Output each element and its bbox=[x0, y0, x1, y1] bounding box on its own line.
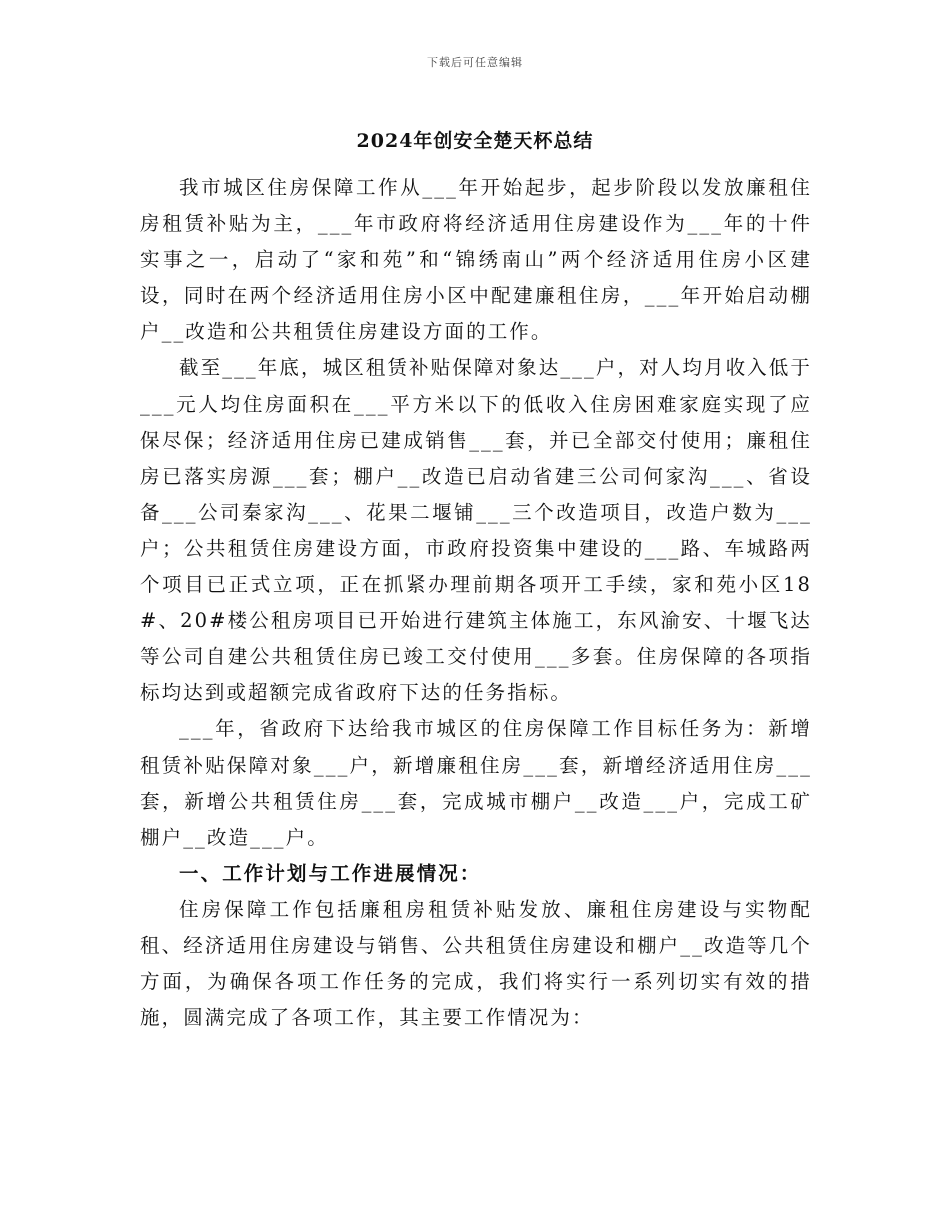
paragraph-targets: ___年，省政府下达给我市城区的住房保障工作目标任务为：新增租赁补贴保障对象___户，新增廉租住房___套，新增经济适用住房___套，新增公共租赁住房___套，完成城市棚户__改造___户，完成工矿棚户__改造___户。 bbox=[140, 717, 812, 849]
paragraph-intro: 我市城区住房保障工作从___年开始起步，起步阶段以发放廉租住房租赁补贴为主，___年市政府将经济适用住房建设作为___年的十件实事之一，启动了“家和苑”和“锦绣南山”两个经济适用住房小区建设，同时在两个经济适用住房小区中配建廉租住房，___年开始启动棚户__改造和公共租赁住房建设方面的工作。 bbox=[140, 176, 812, 344]
document-body bbox=[140, 170, 812, 1036]
header-note: 下载后可任意编辑 bbox=[427, 56, 523, 69]
paragraph-section-1: 住房保障工作包括廉租房租赁补贴发放、廉租住房建设与实物配租、经济适用住房建设与销售、公共租赁住房建设和棚户__改造等几个方面，为确保各项工作任务的完成，我们将实行一系列切实有效的措施，圆满完成了各项工作，其主要工作情况为： bbox=[140, 897, 812, 1030]
document-title: 2024年创安全楚天杯总结 bbox=[356, 130, 594, 152]
paragraph-progress: 截至___年底，城区租赁补贴保障对象达___户，对人均月收入低于___元人均住房面积在___平方米以下的低收入住房困难家庭实现了应保尽保；经济适用住房已建成销售___套，并已全部交付使用；廉租住房已落实房源___套；棚户__改造已启动省建三公司何家沟___、省设备___公司秦家沟___、花果二堰铺___三个改造项目，改造户数为___户；公共租赁住房建设方面，市政府投资集中建设的___路、车城路两个项目已正式立项，正在抓紧办理前期各项开工手续，家和苑小区18#、20#楼公租房项目已开始进行建筑主体施工，东风渝安、十堰飞达等公司自建公共租赁住房已竣工交付使用___多套。住房保障的各项指标均达到或超额完成省政府下达的任务指标。 bbox=[140, 356, 812, 705]
section-heading: 一、工作计划与工作进展情况： bbox=[179, 861, 482, 885]
